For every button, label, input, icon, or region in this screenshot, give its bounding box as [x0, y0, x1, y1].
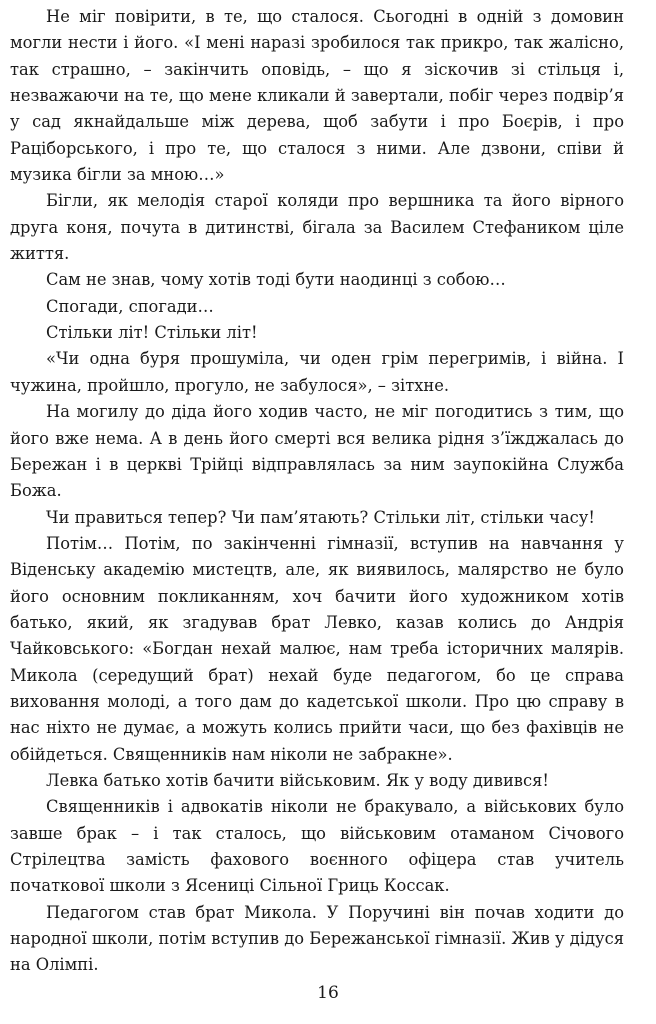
paragraph: Бігли, як мелодія старої коляди про вершника та його вірного друга коня, почута в дитинстві, бігала за Василем Стефаником ціле життя.: [10, 191, 624, 264]
paragraph: Потім… Потім, по закінченні гімназії, вступив на навчання у Віденську академію мистецтв, але, як виявилось, малярство не було його основним покликанням, хоч бачити його художником хотів батько, який, як згадував брат Левко, казав колись до Андрія Чайковського: «Богдан нехай малює, нам треба історичних малярів. Микола (середущий брат) нехай буде педагогом, бо це справа виховання молоді, а того дам до кадетської школи. Про цю справу в нас ніхто не думає, а можуть колись прийти часи, що без фахівців не обійдеться. Священників нам ніколи не забракне».: [10, 533, 624, 764]
paragraph: На могилу до діда його ходив часто, не міг погодитись з тим, що його вже нема. А в день його смерті вся велика рідня з’їжджалась до Бережан і в церкві Трійці відправлялась за ним заупокійна Служба Божа.: [10, 402, 624, 501]
paragraph: Левка батько хотів бачити військовим. Як у воду дивився!: [46, 770, 549, 790]
page-number: 16: [317, 983, 339, 1003]
paragraph: Сам не знав, чому хотів тоді бути наодинці з собою…: [46, 270, 506, 290]
paragraph: Стільки літ! Стільки літ!: [46, 323, 258, 343]
paragraph: Педагогом став брат Микола. У Поручині він почав ходити до народної школи, потім вступив до Бережанської гімназії. Жив у дідуся на Олімпі.: [10, 902, 624, 975]
paragraph: Священників і адвокатів ніколи не бракувало, а військових було завше брак – і так сталось, що військовим отаманом Січового Стрілецтва замість фахового воєнного офіцера став учитель початкової школи з Ясениці Сільної Гриць Коссак.: [10, 797, 624, 896]
page-body: [10, 4, 624, 979]
paragraph: «Чи одна буря прошуміла, чи оден грім перегримів, і війна. І чужина, пройшло, прогуло, не забулося», – зітхне.: [10, 349, 624, 395]
text-block: [10, 4, 624, 979]
paragraph: Чи правиться тепер? Чи пам’ятають? Стільки літ, стільки часу!: [46, 507, 595, 527]
paragraph: Не міг повірити, в те, що сталося. Сьогодні в одній з домовин могли нести і його. «І мені наразі зробилося так прикро, так жалісно, так страшно, – закінчить оповідь, – що я зіскочив зі стільця і, незважаючи на те, що мене кликали й завертали, побіг через подвір’я у сад якнайдальше між дерева, щоб забути і про Боєрів, і про Раціборського, і про те, що сталося з ними. Але дзвони, співи й музика бігли за мною…»: [10, 7, 624, 185]
paragraph: Спогади, спогади…: [46, 296, 214, 316]
